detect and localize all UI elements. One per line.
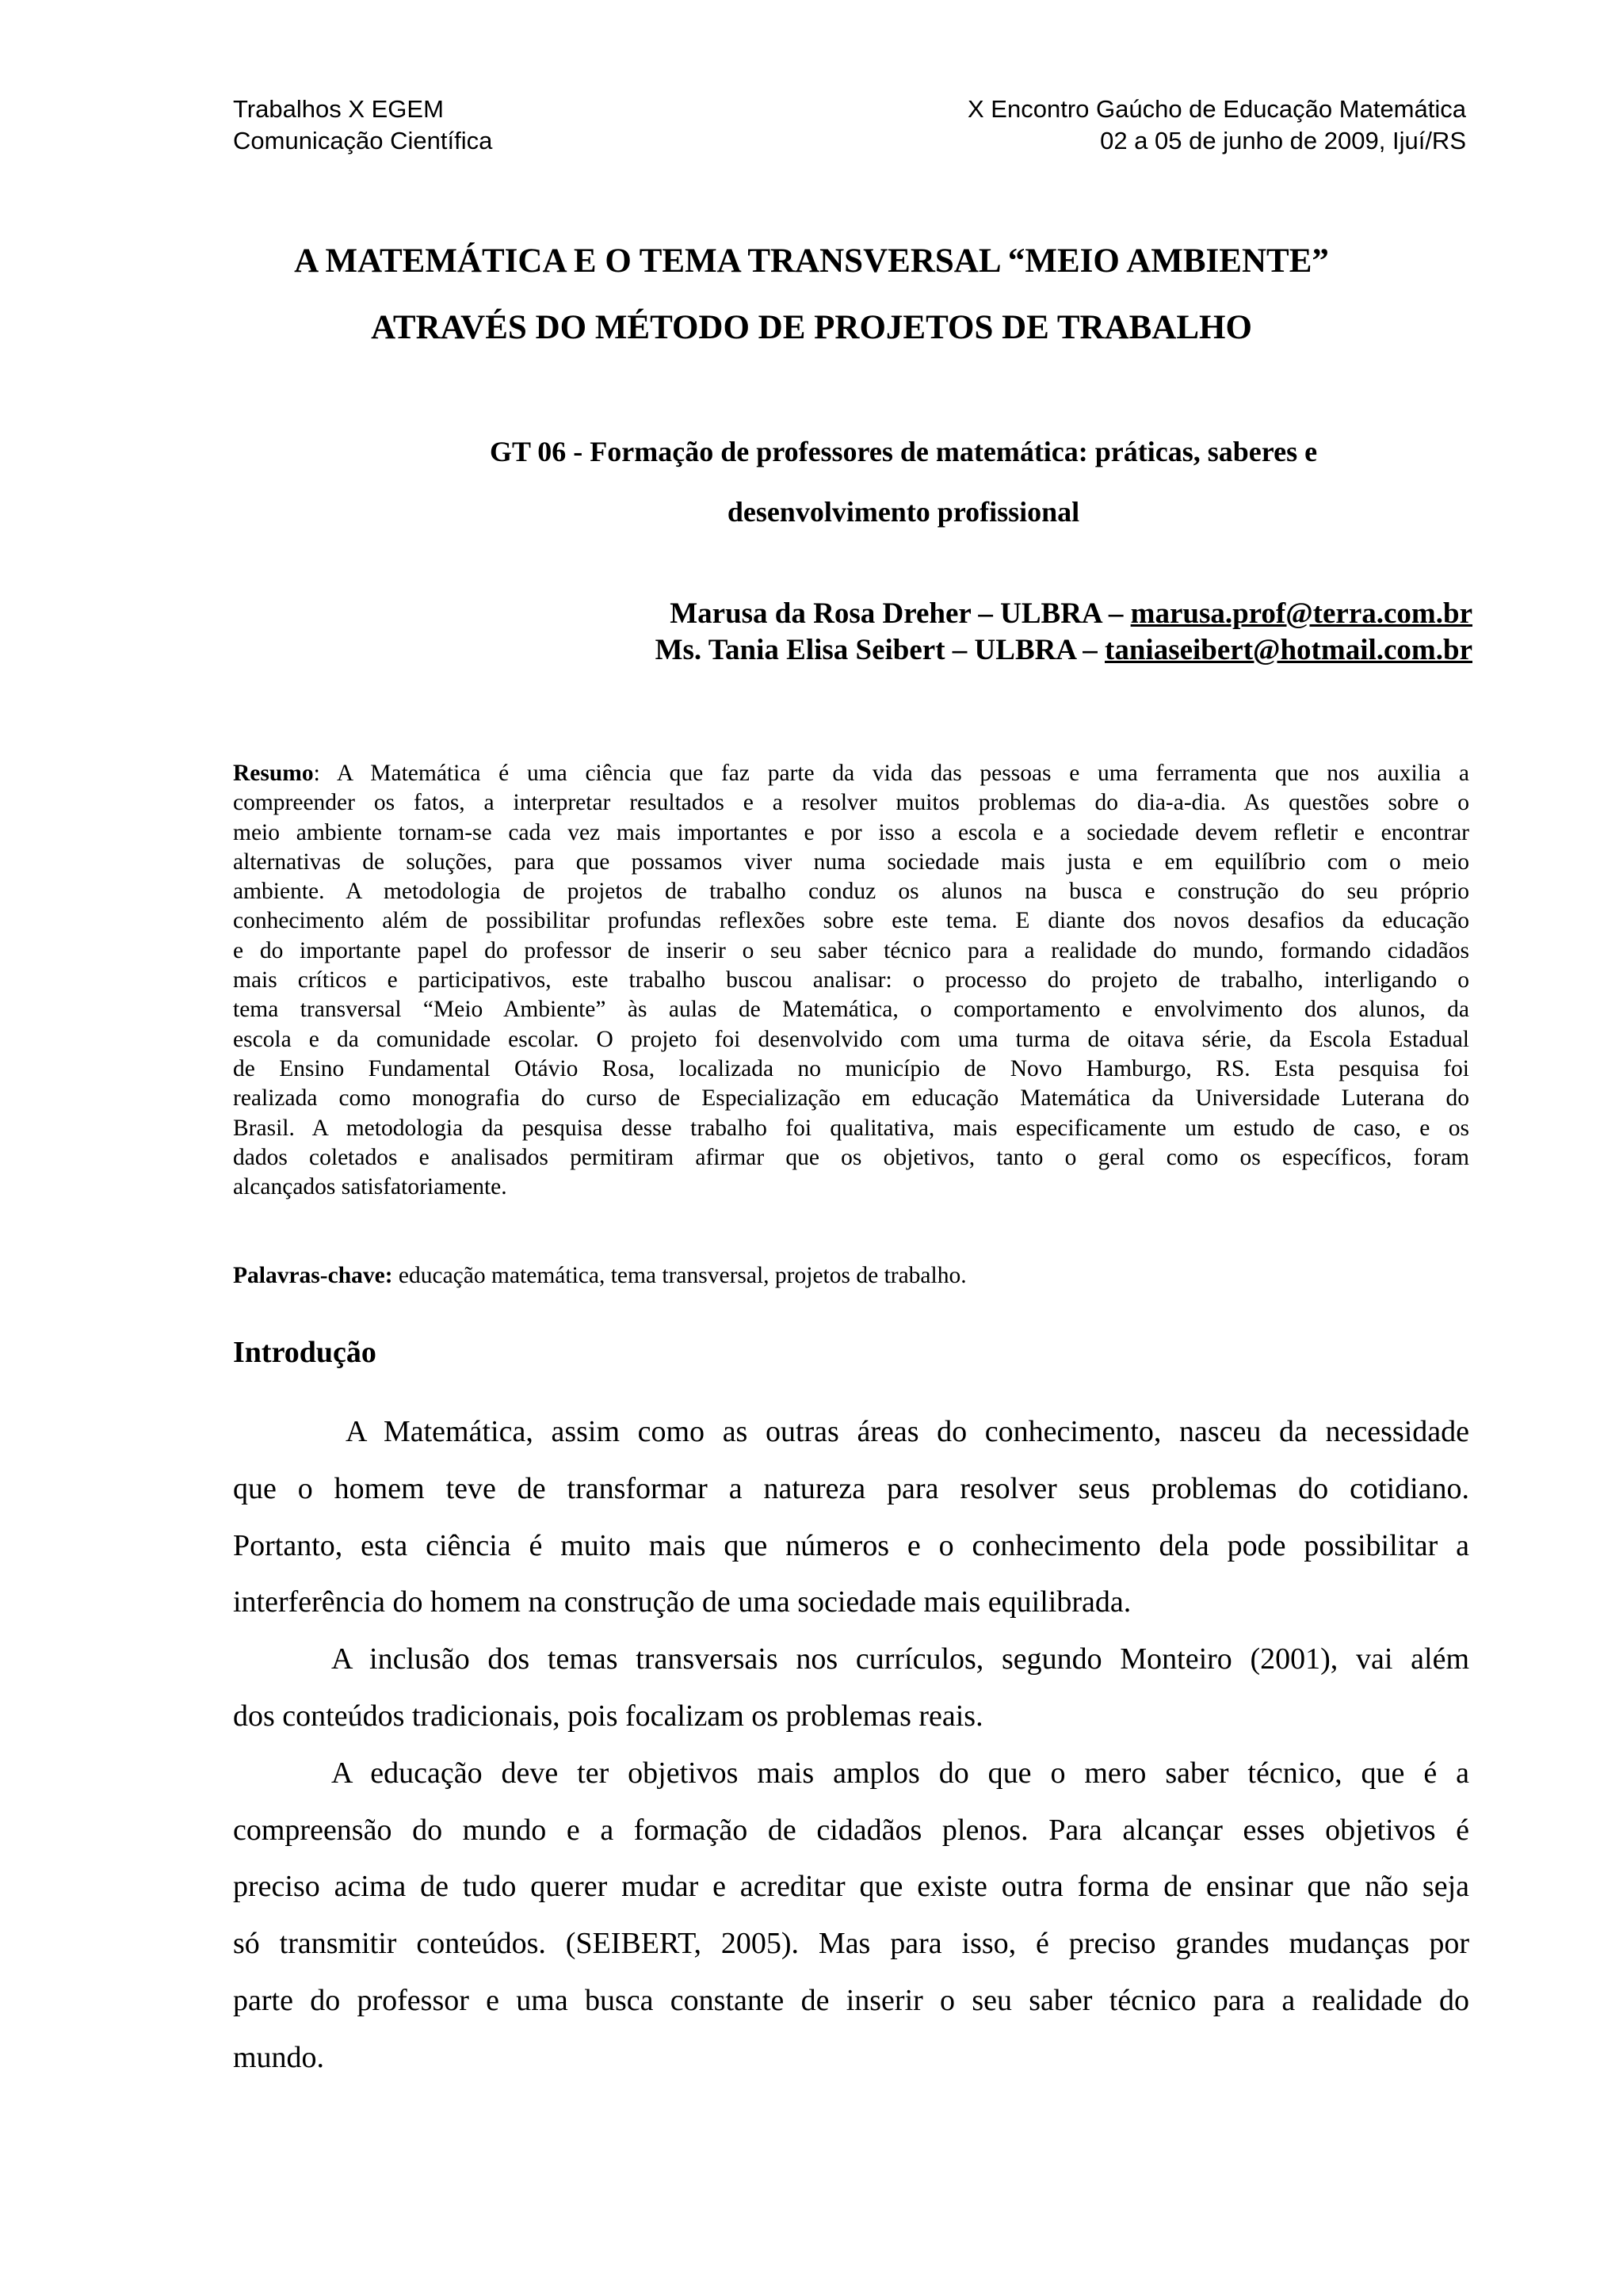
body-text	[233, 1404, 1469, 2087]
abstract-line: dados coletados e analisados permitiram afirmar que os objetivos, tanto o geral como os específicos, foram	[233, 1144, 1469, 1170]
working-group-line: desenvolvimento profissional	[727, 496, 1080, 528]
abstract-line: conhecimento além de possibilitar profundas reflexões sobre este tema. E diante dos novos desafios da educação	[233, 908, 1469, 934]
author-name: Marusa da Rosa Dreher – ULBRA –	[670, 597, 1131, 630]
working-group-line: GT 06 - Formação de professores de matemática: práticas, saberes e	[489, 436, 1318, 467]
abstract-line: alternativas de soluções, para que possamos viver numa sociedade mais justa e em equilíbrio com o meio	[233, 849, 1469, 875]
keywords	[233, 1261, 967, 1291]
header-left-line: Trabalhos X EGEM	[233, 95, 444, 123]
header-right-line: X Encontro Gaúcho de Educação Matemática	[968, 95, 1466, 123]
abstract	[233, 759, 1469, 1202]
abstract-line: mais críticos e participativos, este trabalho buscou analisar: o processo do projeto de trabalho, interligando o	[233, 967, 1469, 994]
header-right-line: 02 a 05 de junho de 2009, Ijuí/RS	[1100, 127, 1466, 154]
author-line	[655, 632, 1472, 669]
body-line: compreensão do mundo e a formação de cidadãos plenos. Para alcançar esses objetivos é	[233, 1813, 1469, 1847]
abstract-line: ambiente. A metodologia de projetos de trabalho conduz os alunos na busca e construção do seu próprio	[233, 879, 1469, 905]
body-line: mundo.	[233, 2040, 325, 2074]
author-list	[655, 596, 1472, 669]
body-line: parte do professor e uma busca constante de inserir o seu saber técnico para a realidade do	[233, 1983, 1469, 2017]
body-line: só transmitir conteúdos. (SEIBERT, 2005). Mas para isso, é preciso grandes mudanças por	[233, 1927, 1469, 1961]
body-line: preciso acima de tudo querer mudar e acreditar que existe outra forma de ensinar que não seja	[233, 1870, 1469, 1904]
abstract-line: Brasil. A metodologia da pesquisa desse trabalho foi qualitativa, mais especificamente um estudo de caso, e os	[233, 1115, 1469, 1141]
body-line: dos conteúdos tradicionais, pois focalizam os problemas reais.	[233, 1699, 983, 1733]
body-line: interferência do homem na construção de uma sociedade mais equilibrada.	[233, 1585, 1132, 1619]
abstract-line: escola e da comunidade escolar. O projeto foi desenvolvido com uma turma de oitava série, da Escola Estadual	[233, 1026, 1469, 1052]
title-line: ATRAVÉS DO MÉTODO DE PROJETOS DE TRABALHO	[371, 309, 1252, 346]
abstract-line: tema transversal “Meio Ambiente” às aulas de Matemática, o comportamento e envolvimento dos alunos, da	[233, 997, 1469, 1023]
keywords-text: educação matemática, tema transversal, projetos de trabalho.	[392, 1263, 967, 1288]
header-left-line: Comunicação Científica	[233, 127, 493, 154]
body-line: Portanto, esta ciência é muito mais que números e o conhecimento dela pode possibilitar a	[233, 1528, 1469, 1562]
abstract-line: meio ambiente tornam-se cada vez mais importantes e por isso a escola e a sociedade devem refletir e encontrar	[233, 819, 1469, 845]
abstract-line: Resumo: A Matemática é uma ciência que faz parte da vida das pessoas e uma ferramenta que nos auxilia a	[233, 761, 1469, 786]
body-line: A inclusão dos temas transversais nos currículos, segundo Monteiro (2001), vai além	[331, 1642, 1469, 1676]
title-line: A MATEMÁTICA E O TEMA TRANSVERSAL “MEIO AMBIENTE”	[294, 242, 1329, 280]
abstract-line: compreender os fatos, a interpretar resultados e a resolver muitos problemas do dia-a-dia. As questões sobre o	[233, 790, 1469, 816]
keywords-label: Palavras-chave:	[233, 1263, 393, 1288]
section-heading: Introdução	[233, 1336, 376, 1369]
author-email-link[interactable]: taniaseibert@hotmail.com.br	[1105, 634, 1472, 666]
author-email-link[interactable]: marusa.prof@terra.com.br	[1130, 597, 1472, 630]
body-line: A Matemática, assim como as outras áreas do conhecimento, nasceu da necessidade	[346, 1415, 1469, 1448]
abstract-label: Resumo	[233, 761, 314, 786]
running-header-left	[233, 93, 492, 157]
working-group	[349, 421, 1458, 542]
paper-title	[0, 228, 1623, 361]
abstract-line: realizada como monografia do curso de Especialização em educação Matemática da Universidade Luterana do	[233, 1085, 1469, 1112]
running-header-right	[968, 93, 1466, 157]
abstract-line: alcançados satisfatoriamente.	[233, 1174, 507, 1200]
body-line: que o homem teve de transformar a natureza para resolver seus problemas do cotidiano.	[233, 1471, 1469, 1505]
author-line	[655, 596, 1472, 632]
abstract-line: de Ensino Fundamental Otávio Rosa, localizada no município de Novo Hamburgo, RS. Esta pesquisa foi	[233, 1055, 1469, 1081]
body-line: A educação deve ter objetivos mais amplos do que o mero saber técnico, que é a	[331, 1756, 1469, 1790]
author-name: Ms. Tania Elisa Seibert – ULBRA –	[655, 634, 1106, 666]
abstract-line: e do importante papel do professor de inserir o seu saber técnico para a realidade do mundo, formando cidadãos	[233, 937, 1469, 963]
